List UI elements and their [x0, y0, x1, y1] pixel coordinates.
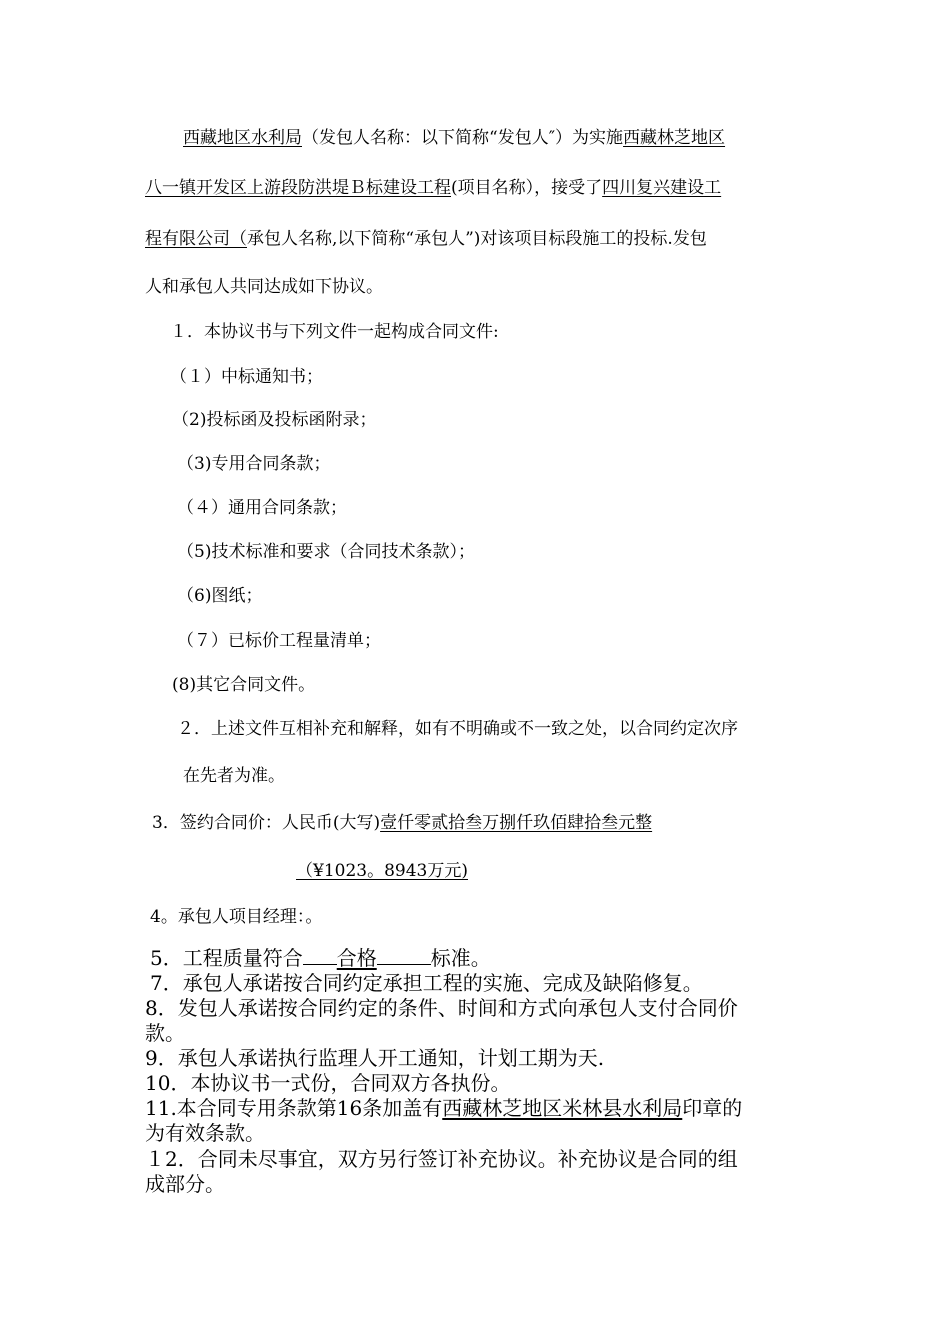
clause-text: １．本协议书与下列文件一起构成合同文件:	[170, 322, 499, 342]
clause-10	[145, 1071, 510, 1095]
clause-text: 款。	[145, 1021, 185, 1045]
clause-2-cont	[183, 765, 285, 787]
clause-text: ２．上述文件互相补充和解释，如有不明确或不一致之处，以合同约定次序	[177, 719, 738, 739]
clause-2	[177, 718, 738, 740]
clause-text: 标准。	[430, 946, 491, 970]
clause-text: （2)投标函及投标函附录；	[172, 410, 377, 430]
employer-name: 西藏地区水利局	[183, 128, 302, 148]
clause-text: （４）通用合同条款；	[177, 498, 347, 518]
clause-3	[152, 812, 652, 834]
intro-line-4	[145, 276, 383, 298]
clause-1-item-1	[170, 366, 323, 388]
clause-8-cont	[145, 1021, 185, 1045]
intro-text: 人和承包人共同达成如下协议。	[145, 277, 383, 297]
intro-text: （发包人名称：以下简称“发包人″）为实施	[302, 128, 624, 148]
clause-text: （3)专用合同条款；	[177, 454, 331, 474]
clause-1	[170, 321, 499, 343]
clause-1-item-6	[177, 585, 262, 607]
clause-text: １2．合同未尽事宜，双方另行签订补充协议。补充协议是合同的组	[145, 1147, 738, 1171]
clause-1-item-5	[177, 541, 475, 563]
blank-line	[303, 946, 337, 965]
contract-price-figure: （¥1023。8943万元)	[296, 861, 468, 881]
clause-11	[145, 1096, 742, 1120]
clause-text: （5)技术标准和要求（合同技术条款）；	[177, 542, 475, 562]
clause-text: 7．承包人承诺按合同约定承担工程的实施、完成及缺陷修复。	[150, 971, 703, 995]
clause-text: 5．工程质量符合	[150, 946, 303, 970]
clause-text: （１）中标通知书；	[170, 367, 323, 387]
clause-5	[150, 946, 491, 970]
clause-1-item-7	[177, 630, 381, 652]
clause-text: 9．承包人承诺执行监理人开工通知，计划工期为天.	[145, 1046, 605, 1070]
clause-text: 3．签约合同价：人民币(大写)	[152, 813, 381, 833]
clause-text: 11.本合同专用条款第16条加盖有	[145, 1096, 443, 1120]
clause-1-item-3	[177, 453, 330, 475]
intro-line-1	[183, 127, 725, 149]
clause-9	[145, 1046, 604, 1070]
clause-4	[150, 906, 322, 928]
intro-line-3	[145, 228, 707, 250]
clause-text: 在先者为准。	[183, 766, 285, 786]
clause-text: 8．发包人承诺按合同约定的条件、时间和方式向承包人支付合同价	[145, 996, 738, 1020]
clause-12	[145, 1147, 738, 1171]
clause-7	[150, 971, 703, 995]
contractor-name: 四川复兴建设工	[602, 178, 722, 198]
clause-text: 4。承包人项目经理：。	[150, 907, 323, 927]
clause-text: （6)图纸；	[177, 586, 263, 606]
quality-standard: 合格	[336, 946, 377, 970]
intro-text: 承包人名称,以下简称“承包人”)对该项目标段施工的投标.发包	[247, 229, 707, 249]
clause-text: 10．本协议书一式份，合同双方各执份。	[145, 1071, 511, 1095]
project-name: 八一镇开发区上游段防洪堤Ｂ标建设工程	[145, 178, 451, 198]
contract-price-words: 壹仟零贰拾叁万捌仟玖佰肆拾叁元整	[380, 813, 653, 833]
clause-text: （７）已标价工程量清单；	[177, 631, 381, 651]
intro-line-2	[145, 177, 721, 199]
blank-line	[377, 946, 431, 965]
clause-1-item-4	[177, 497, 347, 519]
clause-text: 为有效条款。	[145, 1121, 265, 1145]
clause-1-item-2	[172, 409, 376, 431]
clause-1-item-8	[172, 674, 315, 696]
clause-11-cont	[145, 1121, 265, 1145]
clause-3-amount	[296, 860, 468, 882]
stamp-authority: 西藏林芝地区米林县水利局	[442, 1096, 683, 1120]
contractor-name-cont: 程有限公司（	[145, 229, 247, 249]
project-location: 西藏林芝地区	[623, 128, 726, 148]
intro-text: (项目名称），接受了	[451, 178, 603, 198]
clause-text: 成部分。	[145, 1172, 225, 1196]
clause-text: (8)其它合同文件。	[172, 675, 316, 695]
clause-text: 印章的	[682, 1096, 743, 1120]
clause-8	[145, 996, 738, 1020]
clause-12-cont	[145, 1172, 225, 1196]
